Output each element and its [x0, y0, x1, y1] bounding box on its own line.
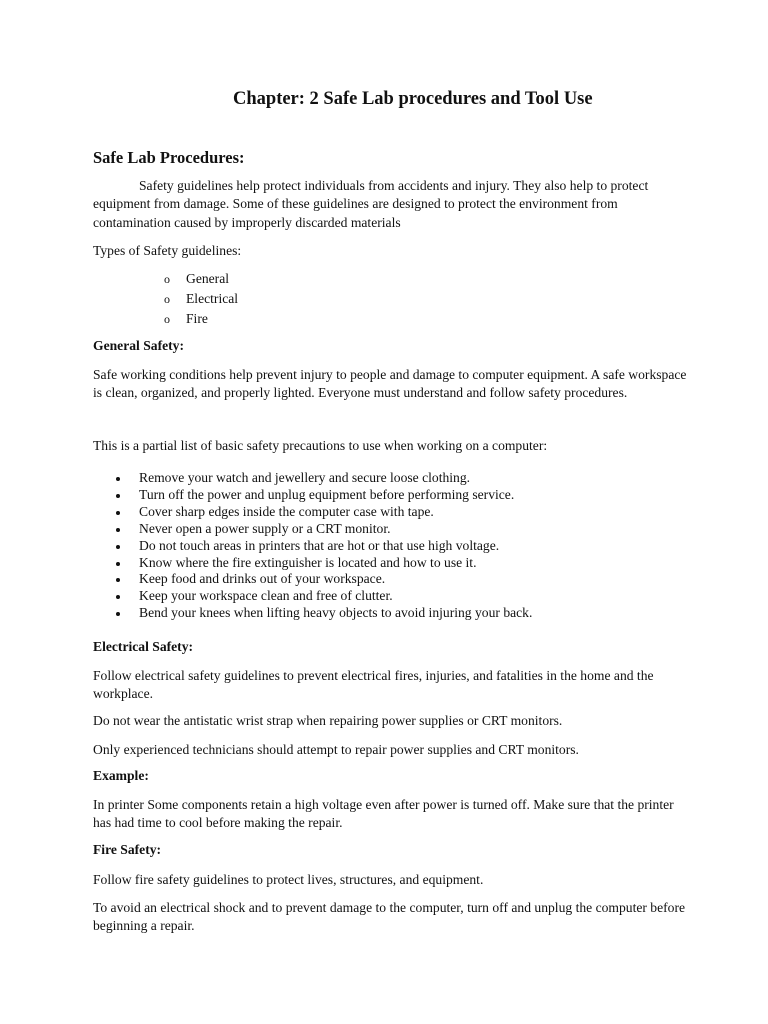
list-item [114, 504, 532, 521]
bullet-icon [116, 528, 120, 532]
list-item-label: Never open a power supply or a CRT monitor. [139, 520, 391, 536]
types-label: Types of Safety guidelines: [93, 243, 242, 258]
precautions-intro: This is a partial list of basic safety precautions to use when working on a computer: [93, 438, 548, 453]
list-item-label: Cover sharp edges inside the computer case with tape. [139, 503, 434, 519]
fire-safety-heading: Fire Safety: [93, 842, 162, 857]
list-item-label: Fire [186, 311, 208, 326]
list-marker: o [164, 272, 170, 286]
example-heading: Example: [93, 768, 149, 783]
list-item-label: Keep food and drinks out of your workspace. [139, 571, 386, 587]
fire-safety-paragraph-1: Follow fire safety guidelines to protect lives, structures, and equipment. [93, 872, 484, 887]
fire-safety-paragraph-2: To avoid an electrical shock and to prevent damage to the computer, turn off and unplug the computer before beginning a repair. [93, 900, 686, 934]
list-item-label: General [186, 271, 230, 286]
list-item-label: Know where the fire extinguisher is located and how to use it. [139, 554, 477, 570]
list-item [164, 269, 238, 289]
electrical-safety-heading: Electrical Safety: [93, 639, 194, 654]
list-item [114, 487, 532, 504]
list-item-label: Bend your knees when lifting heavy objects to avoid injuring your back. [139, 605, 533, 621]
general-safety-paragraph: Safe working conditions help prevent injury to people and damage to computer equipment. A safe workspace is clean, organized, and properly lighted. Everyone must understand and follow safety procedures. [93, 367, 687, 401]
intro-paragraph: Safety guidelines help protect individuals from accidents and injury. They also help to protect equipment from damage. Some of these guidelines are designed to protect the environment from contamination caused by improperly discarded materials [93, 178, 649, 230]
list-marker: o [164, 292, 170, 306]
list-item [114, 588, 532, 605]
bullet-icon [116, 562, 120, 566]
list-item-label: Electrical [186, 291, 239, 306]
bullet-icon [116, 578, 120, 582]
list-item [114, 605, 532, 622]
list-item-label: Do not touch areas in printers that are hot or that use high voltage. [139, 537, 500, 553]
chapter-title: Chapter: 2 Safe Lab procedures and Tool Use [233, 89, 593, 109]
list-item [114, 470, 532, 487]
list-item [164, 309, 238, 329]
list-item [114, 555, 532, 572]
bullet-icon [116, 511, 120, 515]
list-item [164, 289, 238, 309]
list-item [114, 521, 532, 538]
bullet-icon [116, 545, 120, 549]
section-heading-safe-lab-procedures: Safe Lab Procedures: [93, 148, 245, 167]
list-item [114, 571, 532, 588]
list-item-label: Keep your workspace clean and free of clutter. [139, 588, 393, 604]
list-item-label: Turn off the power and unplug equipment before performing service. [139, 486, 515, 502]
example-paragraph: In printer Some components retain a high voltage even after power is turned off. Make sure that the printer has had time to cool before making the repair. [93, 797, 674, 831]
electrical-safety-paragraph-3: Only experienced technicians should attempt to repair power supplies and CRT monitors. [93, 742, 579, 757]
electrical-safety-paragraph-1: Follow electrical safety guidelines to prevent electrical fires, injuries, and fatalities in the home and the workplace. [93, 668, 654, 702]
bullet-icon [116, 595, 120, 599]
bullet-icon [116, 477, 120, 481]
precautions-list [114, 470, 532, 622]
bullet-icon [116, 494, 120, 498]
list-item [114, 538, 532, 555]
safety-types-list [164, 269, 238, 329]
bullet-icon [116, 612, 120, 616]
list-item-label: Remove your watch and jewellery and secure loose clothing. [139, 470, 471, 485]
electrical-safety-paragraph-2: Do not wear the antistatic wrist strap when repairing power supplies or CRT monitors. [93, 713, 563, 728]
list-marker: o [164, 312, 170, 326]
general-safety-heading: General Safety: [93, 338, 184, 353]
